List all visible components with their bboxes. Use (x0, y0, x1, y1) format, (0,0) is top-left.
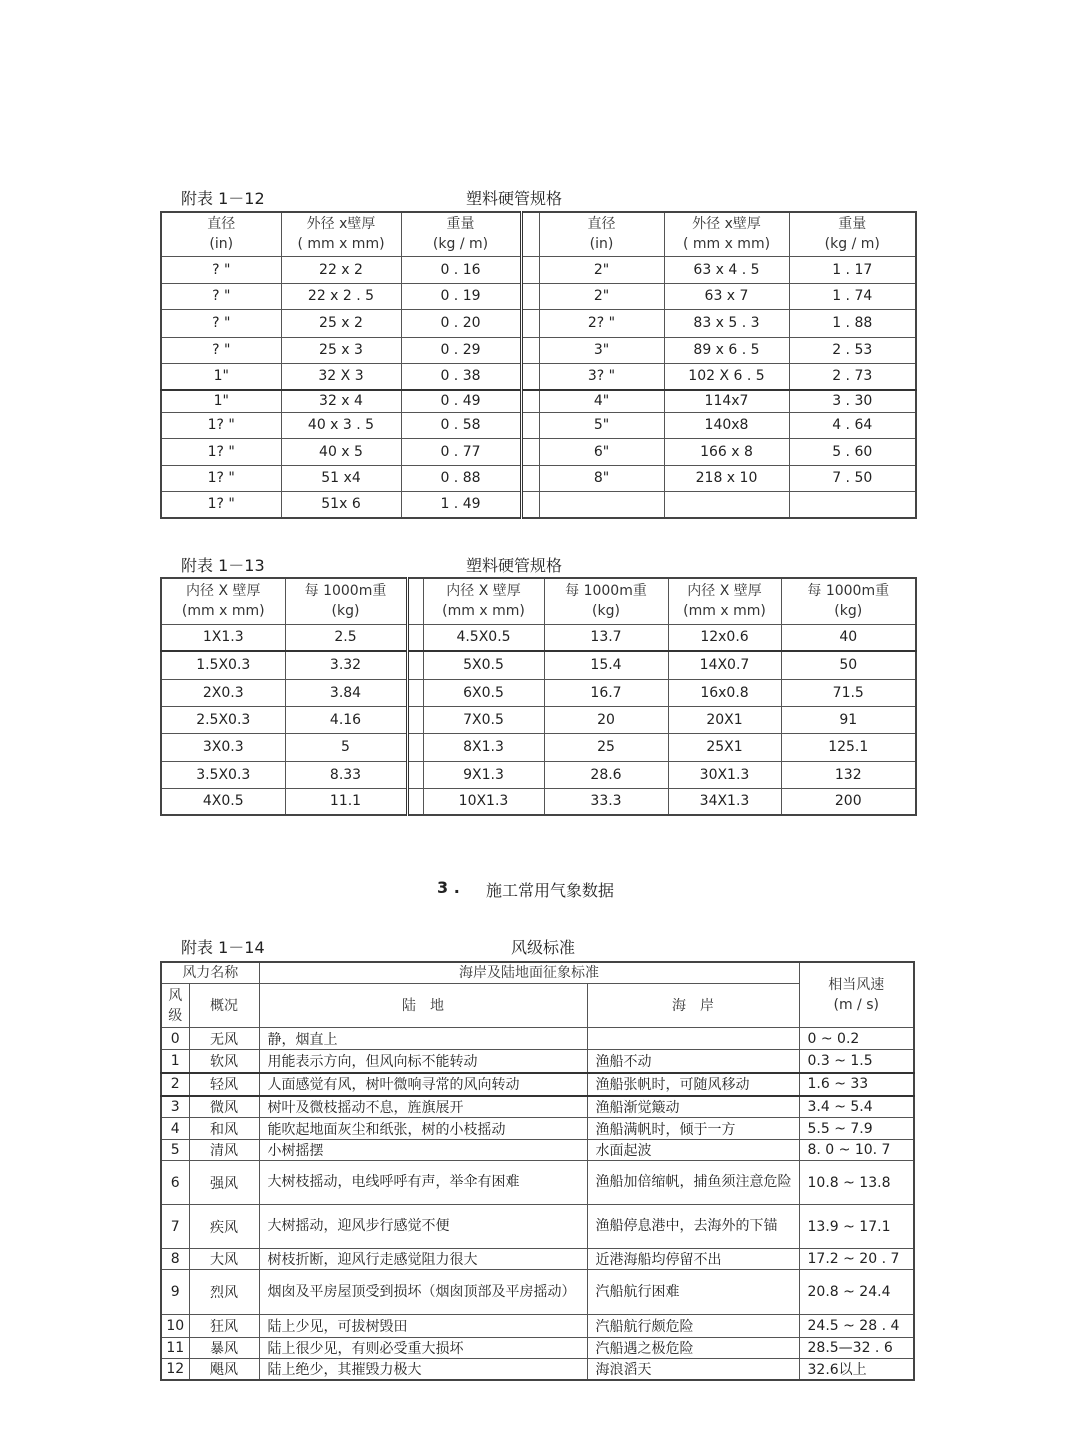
column-divider (407, 651, 423, 679)
inner-dia-wall-cell: 20X1 (668, 706, 781, 733)
weight-cell: 0 . 19 (401, 283, 521, 309)
outer-dia-wall-cell: 114x7 (664, 390, 789, 412)
coast-phenomena-cell: 渔船停息港中，去海外的下锚 (587, 1205, 799, 1249)
wind-name-cell: 烈风 (189, 1270, 259, 1315)
weight-cell: 8.33 (285, 761, 407, 788)
land-phenomena-cell: 陆上很少见，有则必受重大损坏 (259, 1338, 587, 1359)
table-row (161, 412, 916, 438)
wind-level-cell: 9 (161, 1270, 189, 1315)
coast-phenomena-cell: 渔船满帆时，倾于一方 (587, 1118, 799, 1140)
inner-dia-wall-cell: 1X1.3 (161, 624, 285, 651)
column-divider (407, 624, 423, 651)
wind-name-cell: 轻风 (189, 1073, 259, 1096)
diameter-cell: 4" (539, 390, 664, 412)
wind-speed-cell: 28.5—32 . 6 (799, 1338, 914, 1359)
weight-cell: 1 . 49 (401, 491, 521, 518)
column-divider (521, 256, 539, 283)
coast-phenomena-cell: 渔船渐觉簸动 (587, 1096, 799, 1118)
header-weight: 重量 (kg / m) (401, 212, 521, 256)
table-row (161, 363, 916, 390)
outer-dia-wall-cell: 40 x 5 (281, 438, 401, 465)
table-row (161, 761, 916, 788)
wind-name-cell: 软风 (189, 1050, 259, 1073)
table-row (161, 679, 916, 706)
wind-speed-cell: 10.8 ~ 13.8 (799, 1161, 914, 1205)
coast-phenomena-cell: 渔船不动 (587, 1050, 799, 1073)
weight-cell: 13.7 (544, 624, 668, 651)
diameter-cell: 1" (161, 390, 281, 412)
header-weight-per-1000m: 每 1000m重 (kg) (544, 578, 668, 624)
table-row (161, 1028, 914, 1050)
wind-speed-cell: 0.3 ~ 1.5 (799, 1050, 914, 1073)
outer-dia-wall-cell: 25 x 3 (281, 337, 401, 363)
weight-cell: 5 (285, 733, 407, 761)
outer-dia-wall-cell: 40 x 3 . 5 (281, 412, 401, 438)
header-diameter: 直径 (in) (539, 212, 664, 256)
header-weight: 重量 (kg / m) (789, 212, 916, 256)
wind-name-cell: 大风 (189, 1249, 259, 1270)
diameter-cell: 1? " (161, 412, 281, 438)
coast-phenomena-cell: 汽船遇之极危险 (587, 1338, 799, 1359)
wind-name-cell: 清风 (189, 1140, 259, 1161)
wind-level-cell: 8 (161, 1249, 189, 1270)
wind-level-cell: 4 (161, 1118, 189, 1140)
inner-dia-wall-cell: 14X0.7 (668, 651, 781, 679)
table-12-label: 附表 1－12 (181, 189, 265, 208)
inner-dia-wall-cell: 2.5X0.3 (161, 706, 285, 733)
weight-cell: 0 . 29 (401, 337, 521, 363)
pipe-spec-table-13 (160, 577, 917, 816)
weight-cell: 0 . 16 (401, 256, 521, 283)
inner-dia-wall-cell: 8X1.3 (423, 733, 544, 761)
header-level: 风 级 (161, 984, 189, 1028)
wind-level-cell: 11 (161, 1338, 189, 1359)
weight-cell: 2 . 73 (789, 363, 916, 390)
wind-speed-cell: 1.6 ~ 33 (799, 1073, 914, 1096)
weight-cell: 25 (544, 733, 668, 761)
table-header-row (161, 212, 916, 256)
wind-name-cell: 无风 (189, 1028, 259, 1050)
header-coast: 海 岸 (587, 984, 799, 1028)
wind-speed-cell: 3.4 ~ 5.4 (799, 1096, 914, 1118)
wind-level-cell: 12 (161, 1359, 189, 1381)
column-divider (407, 578, 423, 624)
inner-dia-wall-cell: 6X0.5 (423, 679, 544, 706)
header-inner-dia-wall: 内径 X 壁厚 (mm x mm) (161, 578, 285, 624)
inner-dia-wall-cell: 5X0.5 (423, 651, 544, 679)
table-row (161, 465, 916, 491)
weight-cell: 132 (781, 761, 916, 788)
table-row (161, 1249, 914, 1270)
outer-dia-wall-cell: 63 x 4 . 5 (664, 256, 789, 283)
inner-dia-wall-cell: 30X1.3 (668, 761, 781, 788)
coast-phenomena-cell: 渔船张帆时，可随风移动 (587, 1073, 799, 1096)
table-row (161, 256, 916, 283)
wind-speed-cell: 0 ~ 0.2 (799, 1028, 914, 1050)
outer-dia-wall-cell: 22 x 2 (281, 256, 401, 283)
header-outer-dia-wall: 外径 x壁厚 ( mm x mm) (281, 212, 401, 256)
wind-speed-cell: 13.9 ~ 17.1 (799, 1205, 914, 1249)
wind-level-cell: 5 (161, 1140, 189, 1161)
inner-dia-wall-cell: 3X0.3 (161, 733, 285, 761)
table-12-title: 塑料硬管规格 (466, 189, 563, 208)
weight-cell: 4 . 64 (789, 412, 916, 438)
table-row (161, 1270, 914, 1315)
land-phenomena-cell: 树叶及微枝摇动不息，旌旗展开 (259, 1096, 587, 1118)
table-row (161, 1315, 914, 1338)
diameter-cell: 1? " (161, 491, 281, 518)
outer-dia-wall-cell: 32 x 4 (281, 390, 401, 412)
land-phenomena-cell: 陆上绝少，其摧毁力极大 (259, 1359, 587, 1381)
table-row (161, 1073, 914, 1096)
weight-cell: 20 (544, 706, 668, 733)
weight-cell: 16.7 (544, 679, 668, 706)
weight-cell: 0 . 38 (401, 363, 521, 390)
weight-cell: 15.4 (544, 651, 668, 679)
outer-dia-wall-cell: 63 x 7 (664, 283, 789, 309)
weight-cell (789, 491, 916, 518)
section-number: 3 . (437, 878, 460, 897)
inner-dia-wall-cell: 10X1.3 (423, 788, 544, 815)
inner-dia-wall-cell: 4X0.5 (161, 788, 285, 815)
weight-cell: 3 . 30 (789, 390, 916, 412)
column-divider (521, 491, 539, 518)
header-weight-per-1000m: 每 1000m重 (kg) (285, 578, 407, 624)
table-row (161, 706, 916, 733)
outer-dia-wall-cell: 166 x 8 (664, 438, 789, 465)
column-divider (521, 465, 539, 491)
weight-cell: 0 . 20 (401, 309, 521, 337)
land-phenomena-cell: 静，烟直上 (259, 1028, 587, 1050)
weight-cell: 7 . 50 (789, 465, 916, 491)
land-phenomena-cell: 树枝折断，迎风行走感觉阻力很大 (259, 1249, 587, 1270)
land-phenomena-cell: 烟囱及平房屋顶受到损坏（烟囱顶部及平房摇动） (259, 1270, 587, 1315)
weight-cell: 1 . 17 (789, 256, 916, 283)
column-divider (521, 363, 539, 390)
table-header-row (161, 578, 916, 624)
outer-dia-wall-cell: 218 x 10 (664, 465, 789, 491)
table-row (161, 309, 916, 337)
inner-dia-wall-cell: 25X1 (668, 733, 781, 761)
inner-dia-wall-cell: 3.5X0.3 (161, 761, 285, 788)
inner-dia-wall-cell: 2X0.3 (161, 679, 285, 706)
coast-phenomena-cell: 渔船加倍缩帆，捕鱼须注意危险 (587, 1161, 799, 1205)
inner-dia-wall-cell: 12x0.6 (668, 624, 781, 651)
column-divider (521, 283, 539, 309)
outer-dia-wall-cell: 83 x 5 . 3 (664, 309, 789, 337)
inner-dia-wall-cell: 9X1.3 (423, 761, 544, 788)
wind-name-cell: 狂风 (189, 1315, 259, 1338)
table-row (161, 1118, 914, 1140)
inner-dia-wall-cell: 16x0.8 (668, 679, 781, 706)
column-divider (521, 438, 539, 465)
diameter-cell: ? " (161, 309, 281, 337)
wind-speed-cell: 17.2 ~ 20 . 7 (799, 1249, 914, 1270)
table-header-row (161, 962, 914, 984)
wind-speed-cell: 20.8 ~ 24.4 (799, 1270, 914, 1315)
diameter-cell (539, 491, 664, 518)
land-phenomena-cell: 大树枝摇动，电线呼呼有声，举伞有困难 (259, 1161, 587, 1205)
weight-cell: 0 . 58 (401, 412, 521, 438)
wind-level-cell: 7 (161, 1205, 189, 1249)
table-row (161, 491, 916, 518)
table-row (161, 1096, 914, 1118)
section-title: 施工常用气象数据 (486, 881, 615, 900)
land-phenomena-cell: 小树摇摆 (259, 1140, 587, 1161)
land-phenomena-cell: 陆上少见，可拔树毁田 (259, 1315, 587, 1338)
diameter-cell: 2" (539, 256, 664, 283)
wind-speed-cell: 24.5 ~ 28 . 4 (799, 1315, 914, 1338)
outer-dia-wall-cell: 22 x 2 . 5 (281, 283, 401, 309)
inner-dia-wall-cell: 7X0.5 (423, 706, 544, 733)
column-divider (521, 337, 539, 363)
weight-cell: 40 (781, 624, 916, 651)
table-row (161, 1338, 914, 1359)
diameter-cell: 3? " (539, 363, 664, 390)
outer-dia-wall-cell: 51x 6 (281, 491, 401, 518)
wind-name-cell: 和风 (189, 1118, 259, 1140)
header-wind-name: 风力名称 (161, 962, 259, 984)
wind-name-cell: 暴风 (189, 1338, 259, 1359)
coast-phenomena-cell (587, 1028, 799, 1050)
weight-cell: 2.5 (285, 624, 407, 651)
weight-cell: 5 . 60 (789, 438, 916, 465)
column-divider (521, 412, 539, 438)
diameter-cell: 1? " (161, 438, 281, 465)
column-divider (407, 788, 423, 815)
column-divider (521, 390, 539, 412)
coast-phenomena-cell: 水面起波 (587, 1140, 799, 1161)
weight-cell: 200 (781, 788, 916, 815)
weight-cell: 1 . 74 (789, 283, 916, 309)
table-row (161, 1205, 914, 1249)
coast-phenomena-cell: 汽船航行颇危险 (587, 1315, 799, 1338)
coast-phenomena-cell: 近港海船均停留不出 (587, 1249, 799, 1270)
table-13-label: 附表 1－13 (181, 556, 265, 575)
wind-scale-table (160, 961, 915, 1381)
table-row (161, 337, 916, 363)
weight-cell: 3.32 (285, 651, 407, 679)
coast-phenomena-cell: 海浪滔天 (587, 1359, 799, 1381)
diameter-cell: 2? " (539, 309, 664, 337)
table-row (161, 1161, 914, 1205)
weight-cell: 3.84 (285, 679, 407, 706)
wind-speed-cell: 5.5 ~ 7.9 (799, 1118, 914, 1140)
header-outer-dia-wall: 外径 x壁厚 ( mm x mm) (664, 212, 789, 256)
outer-dia-wall-cell (664, 491, 789, 518)
column-divider (407, 679, 423, 706)
header-inner-dia-wall: 内径 X 壁厚 (mm x mm) (423, 578, 544, 624)
header-diameter: 直径 (in) (161, 212, 281, 256)
header-summary: 概况 (189, 984, 259, 1028)
header-land: 陆 地 (259, 984, 587, 1028)
table-row (161, 390, 916, 412)
weight-cell: 33.3 (544, 788, 668, 815)
diameter-cell: 6" (539, 438, 664, 465)
inner-dia-wall-cell: 1.5X0.3 (161, 651, 285, 679)
wind-level-cell: 2 (161, 1073, 189, 1096)
wind-level-cell: 6 (161, 1161, 189, 1205)
diameter-cell: 5" (539, 412, 664, 438)
inner-dia-wall-cell: 4.5X0.5 (423, 624, 544, 651)
weight-cell: 0 . 88 (401, 465, 521, 491)
diameter-cell: 1" (161, 363, 281, 390)
diameter-cell: ? " (161, 256, 281, 283)
weight-cell: 91 (781, 706, 916, 733)
outer-dia-wall-cell: 102 X 6 . 5 (664, 363, 789, 390)
weight-cell: 28.6 (544, 761, 668, 788)
wind-name-cell: 强风 (189, 1161, 259, 1205)
weight-cell: 4.16 (285, 706, 407, 733)
wind-level-cell: 10 (161, 1315, 189, 1338)
weight-cell: 0 . 77 (401, 438, 521, 465)
table-row (161, 624, 916, 651)
land-phenomena-cell: 大树摇动，迎风步行感觉不便 (259, 1205, 587, 1249)
header-phenomena: 海岸及陆地面征象标准 (259, 962, 799, 984)
table-row (161, 438, 916, 465)
land-phenomena-cell: 人面感觉有风，树叶微响寻常的风向转动 (259, 1073, 587, 1096)
table-row (161, 788, 916, 815)
header-wind-speed: 相当风速 (m / s) (799, 962, 914, 1028)
wind-level-cell: 1 (161, 1050, 189, 1073)
table-row (161, 651, 916, 679)
outer-dia-wall-cell: 89 x 6 . 5 (664, 337, 789, 363)
weight-cell: 0 . 49 (401, 390, 521, 412)
coast-phenomena-cell: 汽船航行困难 (587, 1270, 799, 1315)
column-divider (407, 733, 423, 761)
diameter-cell: ? " (161, 283, 281, 309)
weight-cell: 11.1 (285, 788, 407, 815)
wind-speed-cell: 8. 0 ~ 10. 7 (799, 1140, 914, 1161)
weight-cell: 71.5 (781, 679, 916, 706)
outer-dia-wall-cell: 25 x 2 (281, 309, 401, 337)
header-inner-dia-wall: 内径 X 壁厚 (mm x mm) (668, 578, 781, 624)
wind-name-cell: 疾风 (189, 1205, 259, 1249)
outer-dia-wall-cell: 140x8 (664, 412, 789, 438)
outer-dia-wall-cell: 32 X 3 (281, 363, 401, 390)
weight-cell: 125.1 (781, 733, 916, 761)
diameter-cell: 2" (539, 283, 664, 309)
table-row (161, 1140, 914, 1161)
column-divider (521, 212, 539, 256)
column-divider (407, 761, 423, 788)
table-14-label: 附表 1－14 (181, 938, 265, 957)
land-phenomena-cell: 用能表示方向，但风向标不能转动 (259, 1050, 587, 1073)
diameter-cell: ? " (161, 337, 281, 363)
table-row (161, 283, 916, 309)
header-weight-per-1000m: 每 1000m重 (kg) (781, 578, 916, 624)
diameter-cell: 3" (539, 337, 664, 363)
inner-dia-wall-cell: 34X1.3 (668, 788, 781, 815)
wind-speed-cell: 32.6以上 (799, 1359, 914, 1381)
weight-cell: 50 (781, 651, 916, 679)
table-13-title: 塑料硬管规格 (466, 556, 563, 575)
land-phenomena-cell: 能吹起地面灰尘和纸张，树的小枝摇动 (259, 1118, 587, 1140)
outer-dia-wall-cell: 51 x4 (281, 465, 401, 491)
column-divider (407, 706, 423, 733)
pipe-spec-table-12 (160, 211, 917, 519)
diameter-cell: 1? " (161, 465, 281, 491)
wind-level-cell: 3 (161, 1096, 189, 1118)
column-divider (521, 309, 539, 337)
diameter-cell: 8" (539, 465, 664, 491)
wind-name-cell: 飓风 (189, 1359, 259, 1381)
table-row (161, 733, 916, 761)
weight-cell: 2 . 53 (789, 337, 916, 363)
wind-level-cell: 0 (161, 1028, 189, 1050)
table-row (161, 1359, 914, 1381)
weight-cell: 1 . 88 (789, 309, 916, 337)
table-row (161, 1050, 914, 1073)
wind-name-cell: 微风 (189, 1096, 259, 1118)
table-14-title: 风级标准 (511, 938, 576, 957)
